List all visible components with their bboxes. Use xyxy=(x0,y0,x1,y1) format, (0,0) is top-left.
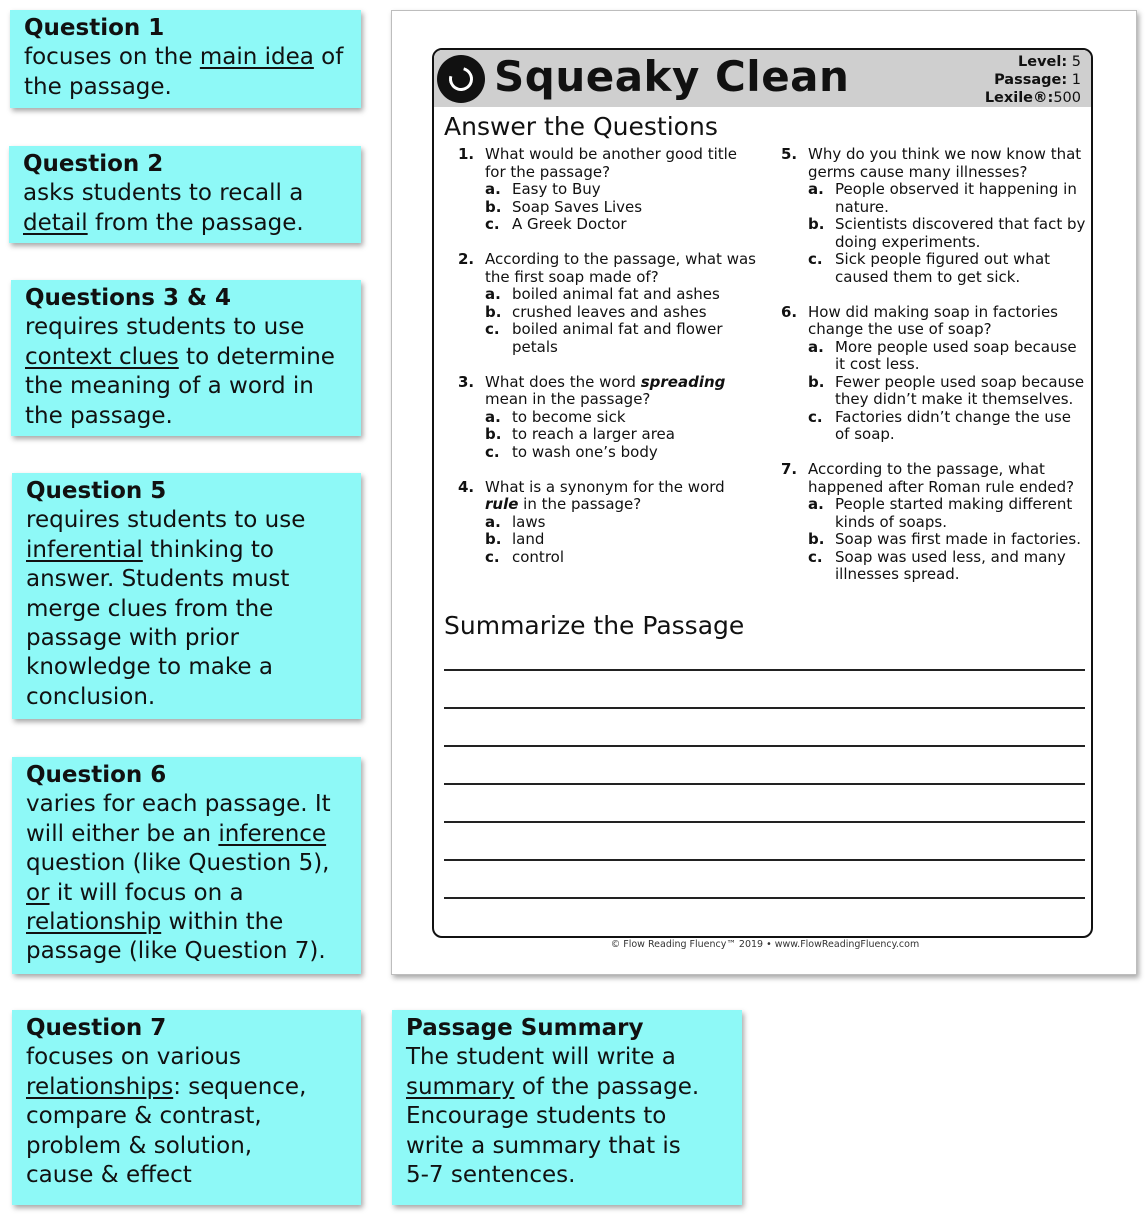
option-letter: c. xyxy=(485,442,500,461)
note-body xyxy=(24,43,349,102)
lexile-label: Lexile®: xyxy=(984,90,1054,106)
note-body xyxy=(25,313,349,431)
question-item xyxy=(781,304,1086,444)
note-questions-3-4 xyxy=(11,280,361,436)
answer-option[interactable] xyxy=(485,514,758,532)
question-number: 7. xyxy=(781,460,798,478)
answer-option[interactable] xyxy=(485,304,758,322)
option-letter: c. xyxy=(808,547,823,566)
option-text: Soap was used less, and many illnesses spread. xyxy=(835,547,1066,583)
note-text: cause & effect xyxy=(26,1162,192,1189)
summary-writing-line[interactable] xyxy=(444,745,1085,747)
answer-option[interactable] xyxy=(485,531,758,549)
option-text: Scientists discovered that fact by doing experiments. xyxy=(835,215,1086,251)
note-text: from the passage. xyxy=(87,209,304,236)
note-keyword: main idea xyxy=(199,44,314,71)
question-number: 6. xyxy=(781,302,798,321)
question-stem: According to the passage, what was the first soap made of? xyxy=(485,250,756,286)
option-text: People started making different kinds of soaps. xyxy=(835,495,1073,531)
option-letter: b. xyxy=(808,372,825,391)
note-keyword: summary xyxy=(406,1073,515,1100)
question-stem: How did making soap in factories change the use of soap? xyxy=(808,302,1058,338)
note-question-2 xyxy=(9,146,361,243)
option-letter: b. xyxy=(485,302,502,321)
summary-writing-line[interactable] xyxy=(444,707,1085,709)
question-number: 1. xyxy=(458,145,475,163)
answer-heading: Answer the Questions xyxy=(444,112,718,141)
question-item xyxy=(781,461,1086,584)
note-text: focuses on the xyxy=(24,44,200,71)
answer-option[interactable] xyxy=(808,549,1086,584)
note-title: Passage Summary xyxy=(406,1015,644,1041)
note-text: to determine the meaning of a word in the passage. xyxy=(25,343,335,429)
answer-option[interactable] xyxy=(808,216,1086,251)
note-text: within the passage (like Question 7). xyxy=(26,909,326,965)
note-text: of the passage. xyxy=(24,44,344,100)
option-text: People observed it happening in nature. xyxy=(835,180,1077,216)
option-letter: c. xyxy=(485,215,500,233)
answer-option[interactable] xyxy=(808,181,1086,216)
answer-option[interactable] xyxy=(485,444,758,462)
answer-option[interactable] xyxy=(485,181,758,199)
answer-option[interactable] xyxy=(808,339,1086,374)
answer-option[interactable] xyxy=(808,409,1086,444)
question-stem xyxy=(485,374,758,409)
level-label: Level: xyxy=(1018,54,1068,70)
question-stem: What would be another good title for the passage? xyxy=(485,145,738,181)
copyright-footer: © Flow Reading Fluency™ 2019 • www.FlowReadingFluency.com xyxy=(610,939,920,950)
summary-heading: Summarize the Passage xyxy=(444,611,745,640)
option-text: control xyxy=(512,547,564,566)
note-passage-summary xyxy=(392,1010,742,1205)
note-body xyxy=(26,506,349,712)
option-text: A Greek Doctor xyxy=(512,215,627,233)
note-text: question (like Question 5), xyxy=(26,850,330,877)
passage-value: 1 xyxy=(1071,72,1081,88)
answer-option[interactable] xyxy=(485,321,758,356)
note-text: compare & contrast, xyxy=(26,1103,262,1130)
question-text: mean in the passage? xyxy=(485,390,651,408)
passage-label: Passage: xyxy=(994,72,1068,88)
question-vocab-word: spreading xyxy=(640,372,726,391)
question-number: 2. xyxy=(458,250,475,268)
note-text: : sequence, xyxy=(173,1073,307,1100)
note-text: 5-7 sentences. xyxy=(406,1162,576,1189)
answer-option[interactable] xyxy=(485,286,758,304)
question-item xyxy=(458,374,758,462)
option-letter: c. xyxy=(808,250,823,268)
summary-writing-line[interactable] xyxy=(444,859,1085,861)
option-text: land xyxy=(512,530,545,548)
question-vocab-word: rule xyxy=(485,495,519,513)
answer-option[interactable] xyxy=(485,409,758,427)
option-text: Fewer people used soap because they didn’t make it themselves. xyxy=(835,372,1085,408)
questions-right-column xyxy=(781,146,1086,601)
question-number: 3. xyxy=(458,372,475,391)
note-question-5 xyxy=(12,473,361,719)
note-title: Question 6 xyxy=(26,762,167,788)
note-keyword: relationship xyxy=(26,909,162,936)
note-text: problem & solution, xyxy=(26,1132,253,1159)
question-item xyxy=(458,146,758,234)
note-text: requires students to use xyxy=(25,314,305,341)
worksheet-frame xyxy=(432,48,1093,938)
option-text: Soap was first made in factories. xyxy=(835,530,1081,548)
worksheet-page xyxy=(391,10,1137,975)
option-text: Easy to Buy xyxy=(512,180,601,198)
note-keyword: inferential xyxy=(26,536,143,563)
note-title: Question 2 xyxy=(23,151,164,177)
answer-option[interactable] xyxy=(808,496,1086,531)
option-text: to wash one’s body xyxy=(512,442,658,461)
answer-option[interactable] xyxy=(485,216,758,234)
level-value: 5 xyxy=(1071,54,1081,70)
option-text: laws xyxy=(512,512,546,531)
note-question-1 xyxy=(10,10,361,108)
question-number: 4. xyxy=(458,477,475,496)
option-letter: b. xyxy=(808,215,825,233)
note-text: varies for each passage. It will either be an xyxy=(26,791,331,847)
summary-writing-line[interactable] xyxy=(444,897,1085,899)
question-stem: Why do you think we now know that germs cause many illnesses? xyxy=(808,145,1082,181)
summary-writing-line[interactable] xyxy=(444,783,1085,785)
note-question-7 xyxy=(12,1010,361,1205)
note-keyword: relationships xyxy=(26,1073,174,1100)
note-text: focuses on various xyxy=(26,1044,241,1071)
passage-title: Squeaky Clean xyxy=(494,52,850,101)
note-keyword: inference xyxy=(218,820,327,847)
option-letter: b. xyxy=(485,197,502,216)
lexile-value: 500 xyxy=(1053,90,1081,106)
question-item xyxy=(458,479,758,567)
note-text: thinking to answer. Students must merge clues from the passage with prior knowledge to make a conclusion. xyxy=(26,536,290,710)
option-letter: a. xyxy=(808,495,824,513)
answer-option[interactable] xyxy=(485,199,758,217)
passage-meta xyxy=(985,53,1081,107)
answer-option[interactable] xyxy=(485,549,758,567)
question-text: in the passage? xyxy=(518,495,642,513)
option-letter: b. xyxy=(808,530,825,548)
option-letter: c. xyxy=(808,407,823,426)
option-letter: a. xyxy=(808,180,824,198)
option-text: Factories didn’t change the use of soap. xyxy=(835,407,1071,443)
note-body xyxy=(26,1043,349,1190)
option-text: crushed leaves and ashes xyxy=(512,302,707,321)
note-body xyxy=(23,179,349,238)
note-title: Question 7 xyxy=(26,1015,167,1041)
question-text: What is a synonym for the word xyxy=(485,477,725,496)
option-text: to become sick xyxy=(512,407,626,426)
note-text: of the passage. Encourage students to write a summary that is xyxy=(406,1073,700,1159)
option-letter: c. xyxy=(485,547,500,566)
option-letter: a. xyxy=(485,512,501,531)
summary-writing-line[interactable] xyxy=(444,821,1085,823)
question-text: What does the word xyxy=(485,372,641,391)
title-band xyxy=(434,50,1091,107)
note-body xyxy=(26,790,349,966)
note-title: Questions 3 & 4 xyxy=(25,285,232,311)
question-stem: According to the passage, what happened after Roman rule ended? xyxy=(808,460,1075,496)
note-body xyxy=(406,1043,730,1190)
option-text: boiled animal fat and flower petals xyxy=(512,320,723,356)
question-item xyxy=(458,251,758,356)
option-letter: a. xyxy=(485,407,501,426)
option-text: Sick people figured out what caused them to get sick. xyxy=(835,250,1051,286)
note-keyword: context clues xyxy=(25,343,179,370)
option-letter: a. xyxy=(808,337,824,356)
question-item xyxy=(781,146,1086,286)
option-letter: c. xyxy=(485,320,500,338)
option-letter: b. xyxy=(485,530,502,548)
note-question-6 xyxy=(12,757,361,974)
question-number: 5. xyxy=(781,145,798,163)
option-letter: a. xyxy=(485,180,501,198)
option-text: boiled animal fat and ashes xyxy=(512,285,720,303)
note-keyword: or xyxy=(26,879,50,906)
option-letter: b. xyxy=(485,425,502,443)
option-text: to reach a larger area xyxy=(512,425,675,443)
note-keyword: detail xyxy=(23,209,88,236)
questions-left-column xyxy=(458,146,758,584)
note-text: requires students to use xyxy=(26,507,306,534)
question-stem xyxy=(485,479,758,514)
option-text: Soap Saves Lives xyxy=(512,197,643,216)
note-title: Question 1 xyxy=(24,15,165,41)
note-text: asks students to recall a xyxy=(23,180,304,207)
answer-option[interactable] xyxy=(808,531,1086,549)
option-letter: a. xyxy=(485,285,501,303)
note-text: it will focus on a xyxy=(49,879,244,906)
note-text: The student will write a xyxy=(406,1044,676,1071)
summary-writing-line[interactable] xyxy=(444,669,1085,671)
answer-option[interactable] xyxy=(808,251,1086,286)
answer-option[interactable] xyxy=(485,426,758,444)
flow-logo-icon xyxy=(437,55,485,103)
option-text: More people used soap because it cost less. xyxy=(835,337,1077,373)
note-title: Question 5 xyxy=(26,478,167,504)
answer-option[interactable] xyxy=(808,374,1086,409)
